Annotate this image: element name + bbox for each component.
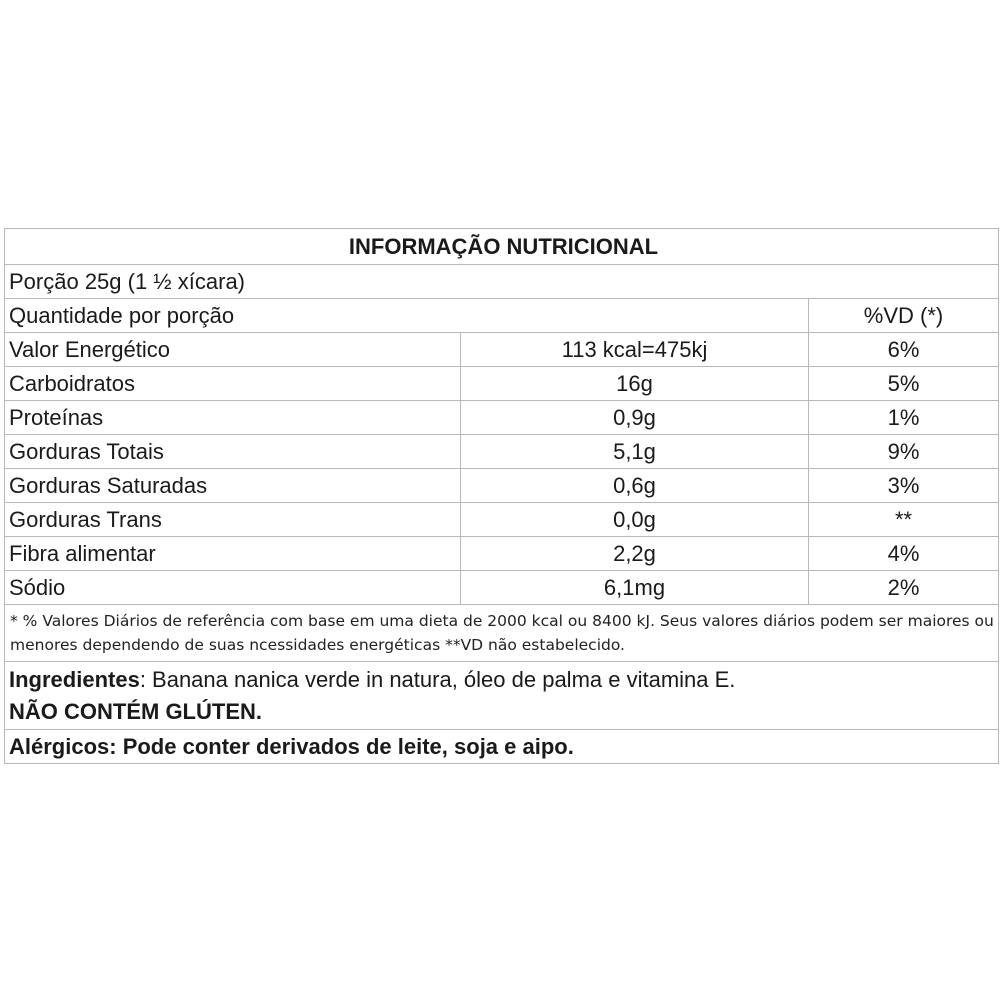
nutrient-name: Proteínas xyxy=(5,401,461,435)
table-row xyxy=(5,367,999,401)
nutrient-dv: ** xyxy=(809,503,999,537)
table-title: INFORMAÇÃO NUTRICIONAL xyxy=(5,229,999,265)
nutrient-amount: 0,0g xyxy=(461,503,809,537)
nutrient-name: Gorduras Saturadas xyxy=(5,469,461,503)
title-row xyxy=(5,229,999,265)
nutrient-dv: 3% xyxy=(809,469,999,503)
header-row xyxy=(5,299,999,333)
nutrient-dv: 6% xyxy=(809,333,999,367)
nutrient-amount: 2,2g xyxy=(461,537,809,571)
table-row xyxy=(5,435,999,469)
allergens-row xyxy=(5,730,999,764)
ingredients-label: Ingredientes xyxy=(9,667,140,692)
nutrition-facts-table xyxy=(4,228,999,764)
table-row xyxy=(5,469,999,503)
nutrient-name: Fibra alimentar xyxy=(5,537,461,571)
nutrient-dv: 1% xyxy=(809,401,999,435)
table-row xyxy=(5,333,999,367)
nutrient-amount: 113 kcal=475kj xyxy=(461,333,809,367)
nutrient-name: Valor Energético xyxy=(5,333,461,367)
nutrient-amount: 5,1g xyxy=(461,435,809,469)
nutrient-dv: 9% xyxy=(809,435,999,469)
nutrient-name: Sódio xyxy=(5,571,461,605)
serving-size: Porção 25g (1 ½ xícara) xyxy=(5,265,999,299)
nutrient-name: Carboidratos xyxy=(5,367,461,401)
ingredients-row xyxy=(5,662,999,730)
nutrient-dv: 4% xyxy=(809,537,999,571)
daily-values-footnote: * % Valores Diários de referência com base em uma dieta de 2000 kcal ou 8400 kJ. Seus valores diários podem ser maiores ou menores dependendo de suas ncessidades energéticas **VD não estabelecido. xyxy=(5,605,999,662)
table-row xyxy=(5,503,999,537)
nutrient-amount: 6,1mg xyxy=(461,571,809,605)
nutrient-amount: 16g xyxy=(461,367,809,401)
table-row xyxy=(5,571,999,605)
nutrient-amount: 0,9g xyxy=(461,401,809,435)
table-row xyxy=(5,537,999,571)
serving-row xyxy=(5,265,999,299)
ingredients-text: : Banana nanica verde in natura, óleo de palma e vitamina E. xyxy=(139,667,736,692)
nutrient-name: Gorduras Trans xyxy=(5,503,461,537)
gluten-statement: NÃO CONTÉM GLÚTEN. xyxy=(9,699,262,724)
nutrient-dv: 2% xyxy=(809,571,999,605)
quantity-header: Quantidade por porção xyxy=(5,299,809,333)
allergens-statement: Alérgicos: Pode conter derivados de leite, soja e aipo. xyxy=(5,730,999,764)
table-row xyxy=(5,401,999,435)
footnote-row xyxy=(5,605,999,662)
nutrient-amount: 0,6g xyxy=(461,469,809,503)
nutrient-dv: 5% xyxy=(809,367,999,401)
nutrient-name: Gorduras Totais xyxy=(5,435,461,469)
ingredients-cell xyxy=(5,662,999,730)
dv-header: %VD (*) xyxy=(809,299,999,333)
